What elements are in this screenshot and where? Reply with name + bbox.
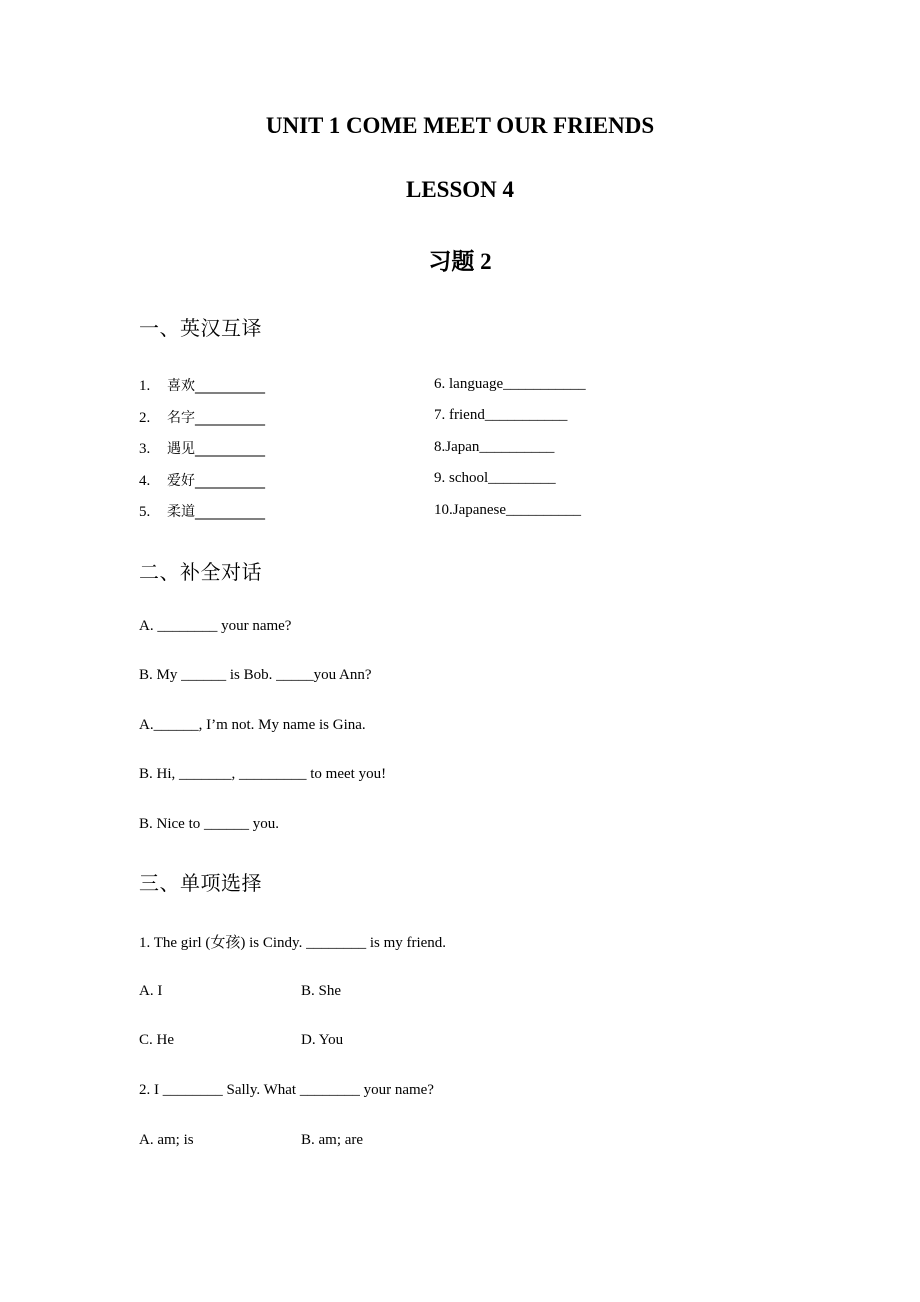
question-stem: 1. The girl (女孩) is Cindy. ________ is my friend. [139,935,447,951]
item-text: 喜欢__________ [167,378,265,394]
dialogue-line: A. ________ your name? [139,618,292,634]
option-b: B. She [301,983,342,999]
exercise-title: 习题 2 [428,249,492,274]
item-text: 爱好__________ [167,473,265,489]
translation-item: 9. school_________ [434,470,556,486]
item-text: 名字__________ [167,410,265,426]
translation-item: 8.Japan__________ [434,439,555,455]
option-a: A. I [139,983,163,999]
item-number: 2. [139,410,151,426]
translation-item [139,375,265,395]
question-stem: 2. I ________ Sally. What ________ your name? [139,1082,434,1098]
document-title: UNIT 1 COME MEET OUR FRIENDS [265,113,655,138]
translation-item [139,407,265,427]
lesson-title: LESSON 4 [405,177,514,202]
dialogue-line: B. My ______ is Bob. _____you Ann? [139,667,372,683]
translation-item [139,501,265,521]
section-heading-dialogue: 二、补全对话 [139,560,262,584]
section-heading-translation: 一、英汉互译 [139,316,262,340]
option-a: A. am; is [139,1132,194,1148]
option-c: C. He [139,1032,174,1048]
translation-item [139,438,265,458]
option-d: D. You [301,1032,344,1048]
item-number: 3. [139,441,151,457]
item-text: 遇见__________ [167,441,265,457]
section-heading-multiple-choice: 三、单项选择 [139,871,262,895]
item-number: 1. [139,378,151,394]
dialogue-line: A.______, I’m not. My name is Gina. [139,717,366,733]
dialogue-line: B. Nice to ______ you. [139,816,279,832]
option-b: B. am; are [301,1132,364,1148]
dialogue-line: B. Hi, _______, _________ to meet you! [139,766,387,782]
item-number: 4. [139,473,151,489]
translation-item: 7. friend___________ [434,407,568,423]
translation-item: 10.Japanese__________ [434,502,582,518]
item-number: 5. [139,504,151,520]
translation-item: 6. language___________ [434,376,586,392]
translation-item [139,470,265,490]
item-text: 柔道__________ [167,504,265,520]
